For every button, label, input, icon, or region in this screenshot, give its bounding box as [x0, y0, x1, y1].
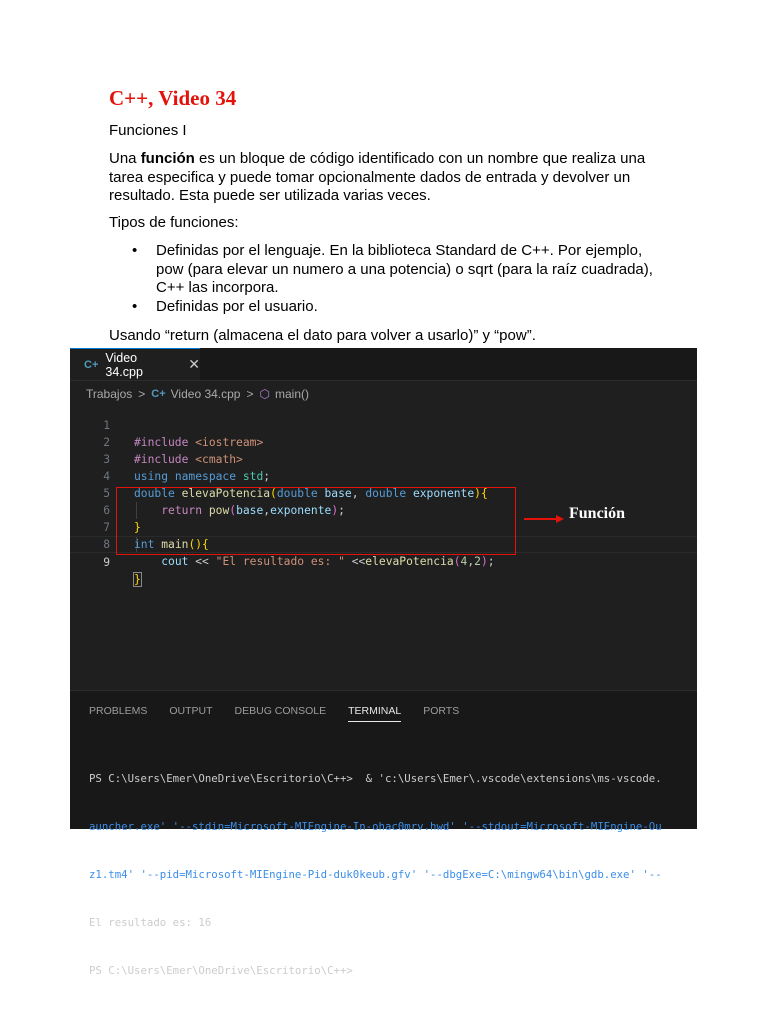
line-number: 2 [103, 436, 110, 449]
tab-video-34-cpp[interactable] [70, 348, 200, 380]
bottom-panel [70, 690, 697, 977]
code-text: #include <cmath> [134, 453, 243, 466]
code-text: cout << "El resultado es: " <<elevaPotencia(4,2); [161, 555, 495, 568]
list-item-text: Definidas por el usuario. [156, 297, 318, 315]
code-line [70, 400, 697, 449]
close-icon[interactable]: ✕ [188, 356, 200, 372]
cpp-file-icon: C+ [84, 358, 99, 371]
line-number: 7 [103, 521, 110, 534]
para-text-start: Una [109, 150, 141, 167]
editor-tab-bar [70, 348, 697, 381]
document-subtitle: Funciones I [109, 122, 187, 139]
line-number: 1 [103, 419, 110, 432]
tab-ports[interactable]: PORTS [423, 705, 460, 717]
line-number: 5 [103, 487, 110, 500]
tab-output[interactable]: OUTPUT [169, 705, 213, 717]
breadcrumb-symbol[interactable]: main() [274, 387, 309, 401]
code-editor[interactable] [70, 400, 697, 690]
code-text: return pow(base,exponente); [161, 504, 345, 517]
line-number: 8 [103, 538, 110, 551]
terminal-output[interactable] [89, 739, 699, 1011]
line-number: 9 [103, 556, 110, 569]
terminal-line: PS C:\Users\Emer\OneDrive\Escritorio\C++> [89, 964, 353, 977]
usage-note: Usando “return (almacena el dato para volver a usarlo)” y “pow”. [109, 327, 536, 344]
breadcrumb-folder[interactable]: Trabajos [86, 387, 133, 401]
definition-paragraph [109, 150, 669, 206]
terminal-line: auncher.exe' '--stdin=Microsoft-MIEngine-In-ohac0mrv.hwd' '--stdout=Microsoft-MIEngine-Ou [89, 820, 662, 833]
list-item [109, 298, 669, 317]
terminal-line: El resultado es: 16 [89, 916, 212, 929]
breadcrumb-file[interactable]: Video 34.cpp [170, 387, 241, 401]
code-text: int main(){ [134, 538, 209, 551]
panel-tabs [89, 705, 481, 722]
terminal-line: z1.tm4' '--pid=Microsoft-MIEngine-Pid-duk0keub.gfv' '--dbgExe=C:\mingw64\bin\gdb.exe' '-- [89, 868, 662, 881]
tab-problems[interactable]: PROBLEMS [89, 705, 148, 717]
arrow-right-icon [524, 514, 564, 524]
code-text: } [134, 573, 141, 586]
line-number: 4 [103, 470, 110, 483]
para-text-end: es un bloque de código identificado con un nombre que realiza una tarea especifica y puede tomar opcionalmente dados de entrada y devolver un resultado. Esta puede ser utilizada varias veces. [109, 150, 646, 204]
terminal-line: PS C:\Users\Emer\OneDrive\Escritorio\C++> & 'c:\Users\Emer\.vscode\extensions\ms-vscode. [89, 772, 662, 785]
tab-terminal[interactable]: TERMINAL [348, 705, 401, 722]
tab-debug-console[interactable]: DEBUG CONSOLE [234, 705, 327, 717]
code-text: using namespace std; [134, 470, 271, 483]
method-cube-icon: ⬡ [259, 387, 270, 401]
line-number: 3 [103, 453, 110, 466]
types-list [109, 242, 669, 316]
code-text: } [134, 521, 141, 534]
vscode-screenshot [70, 348, 697, 977]
bullet-icon: • [132, 242, 138, 259]
code-text: double elevaPotencia(double base, double exponente){ [134, 487, 488, 500]
list-item [109, 242, 669, 298]
chevron-right-icon: > [246, 387, 254, 401]
bullet-icon: • [132, 297, 138, 315]
cpp-file-icon: C+ [151, 388, 166, 400]
function-annotation-label: Función [569, 505, 626, 522]
para-bold-term: función [140, 150, 195, 167]
chevron-right-icon: > [138, 387, 146, 401]
tab-label: Video 34.cpp [105, 350, 143, 379]
list-item-text: Definidas por el lenguaje. En la biblioteca Standard de C++. Por ejemplo, pow (para elevar un numero a una potencia) o sqrt (para la raíz cuadrada), C++ las incorpora. [156, 242, 653, 296]
types-heading: Tipos de funciones: [109, 214, 239, 231]
line-number: 6 [103, 504, 110, 517]
code-text: #include <iostream> [134, 436, 264, 449]
function-highlight-box [116, 487, 516, 555]
document-title: C++, Video 34 [109, 86, 237, 110]
